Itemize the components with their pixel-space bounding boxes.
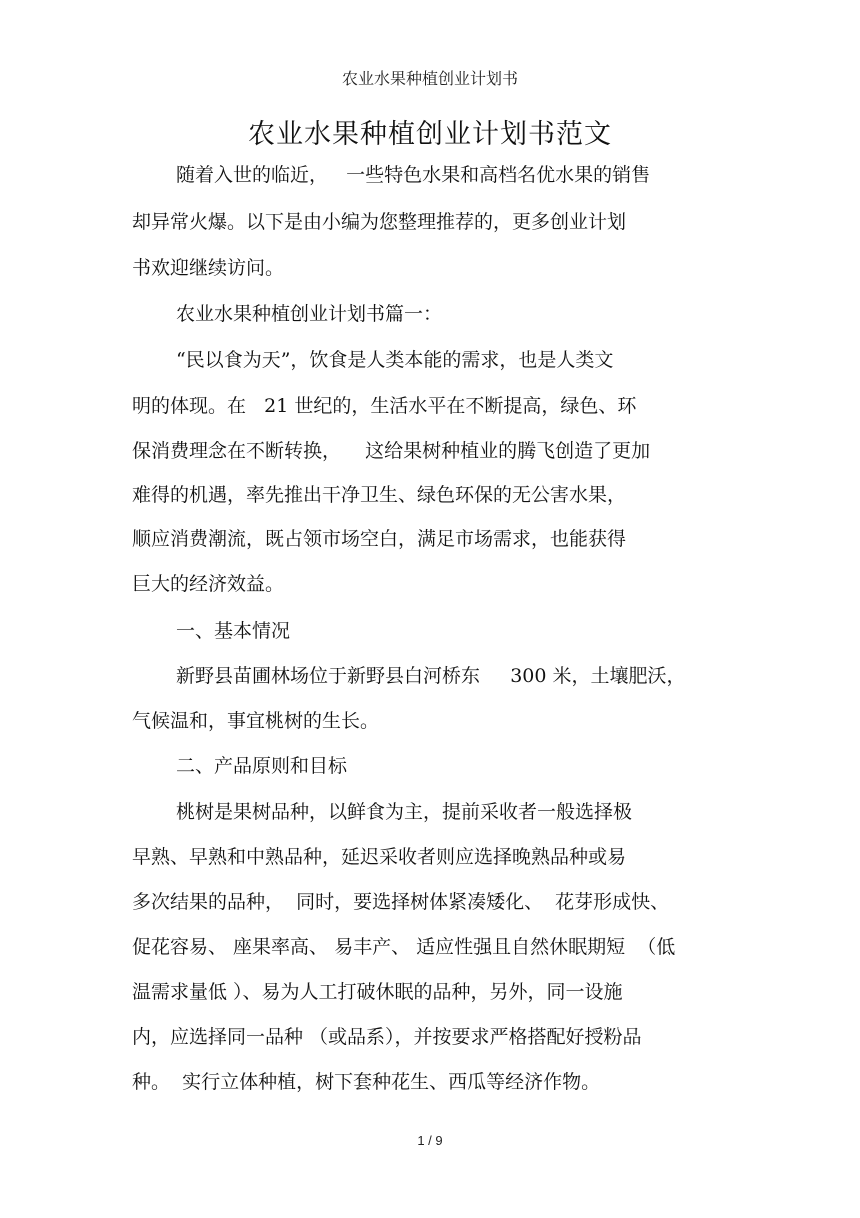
body-line: 保消费理念在不断转换， 这给果树种植业的腾飞创造了更加 (132, 440, 651, 462)
body-line: 难得的机遇，率先推出干净卫生、绿色环保的无公害水果， (132, 484, 627, 506)
body-line: 多次结果的品种， 同时，要选择树体紧凑矮化、 花芽形成快、 (132, 891, 670, 913)
body-line: 巨大的经济效益。 (132, 573, 285, 595)
body-line: 书欢迎继续访问。 (132, 257, 285, 279)
body-line: 种。 实行立体种植，树下套种花生、西瓜等经济作物。 (132, 1071, 601, 1093)
body-line: 随着入世的临近， 一些特色水果和高档名优水果的销售 (176, 164, 651, 186)
body-line: 农业水果种植创业计划书篇一： (176, 303, 443, 325)
page-number: 1 / 9 (417, 1133, 443, 1148)
body-line: 早熟、早熟和中熟品种，延迟采收者则应选择晚熟品种或易 (132, 846, 627, 868)
body-line: “民以食为天”，饮食是人类本能的需求，也是人类文 (176, 349, 614, 371)
body-line: 二、产品原则和目标 (176, 755, 348, 777)
body-line: 气候温和，事宜桃树的生长。 (132, 710, 380, 732)
body-line: 明的体现。在 21 世纪的，生活水平在不断提高，绿色、环 (132, 395, 637, 417)
body-line: 一、基本情况 (176, 620, 291, 642)
running-header: 农业水果种植创业计划书 (341, 69, 518, 88)
body-line: 却异常火爆。以下是由小编为您整理推荐的，更多创业计划 (132, 211, 627, 233)
body-line: 内，应选择同一品种 （或品系），并按要求严格搭配好授粉品 (132, 1026, 642, 1048)
document-title: 农业水果种植创业计划书范文 (248, 119, 612, 150)
body-line: 新野县苗圃林场位于新野县白河桥东 300 米，土壤肥沃， (176, 665, 686, 687)
body-line: 顺应消费潮流，既占领市场空白，满足市场需求，也能获得 (132, 528, 627, 550)
body-line: 促花容易、 座果率高、 易丰产、 适应性强且自然休眠期短 （低 (132, 936, 676, 958)
body-line: 桃树是果树品种，以鲜食为主，提前采收者一般选择极 (176, 801, 633, 823)
body-line: 温需求量低 ）、易为人工打破休眠的品种，另外，同一设施 (132, 981, 623, 1003)
